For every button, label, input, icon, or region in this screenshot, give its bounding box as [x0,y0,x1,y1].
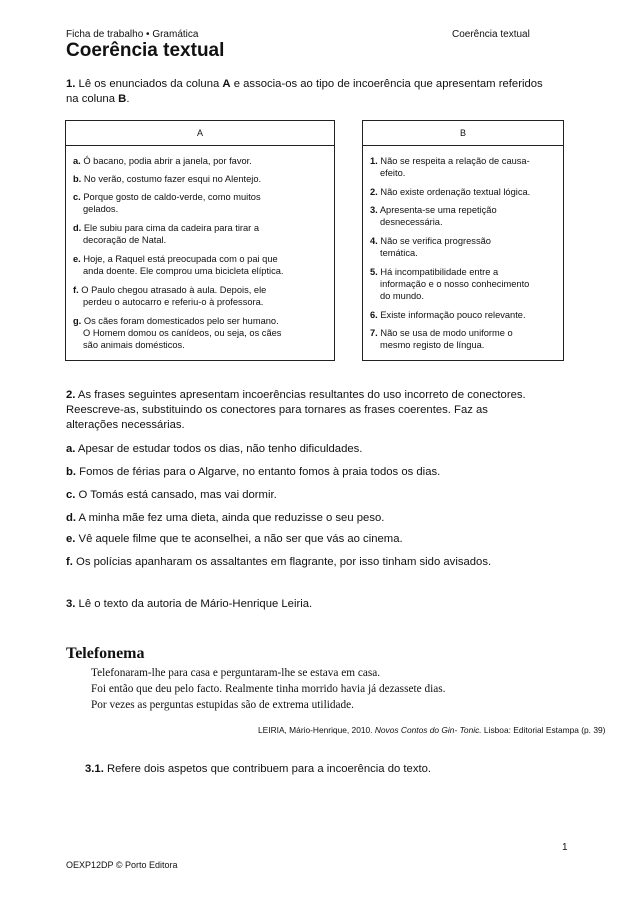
item-number: 5. [370,267,378,277]
sentence-letter: e. [66,533,76,545]
q3-text: Lê o texto da autoria de Mário-Henrique Leiria. [75,598,313,610]
item-text-cont: do mundo. [380,291,424,301]
item-text-cont: mesmo registo de língua. [380,340,485,350]
q3-number: 3. [66,598,76,610]
item-text: Ele subiu para cima da cadeira para tirar a [81,223,260,233]
item-text-cont: são animais domésticos. [83,340,185,350]
col-b-item [370,204,497,228]
q31-number: 3.1. [85,763,104,775]
item-letter: f. [73,285,79,295]
q1-text-c: na coluna [66,93,119,105]
q1-text-d: . [126,93,130,105]
sentence-text: Fomos de férias para o Algarve, no entanto fomos à praia todos os dias. [76,466,441,478]
sentence-text: Vê aquele filme que te aconselhei, a não ser que vás ao cinema. [75,533,403,545]
q2-text-line: alterações necessárias. [66,419,185,431]
q1-text-b: e associa-os ao tipo de incoerência que apresentam referidos [230,78,543,90]
q2-text-line: Reescreve-as, substituindo os conectores para tornares as frases coerentes. Faz as [66,404,488,416]
item-letter: e. [73,254,81,264]
sentence-letter: d. [66,512,77,524]
item-text-cont: O Homem domou os canídeos, ou seja, os cães [83,328,282,338]
q2-sentence [66,555,491,570]
item-text: Existe informação pouco relevante. [377,310,526,320]
item-letter: c. [73,192,81,202]
page-number: 1 [562,842,568,853]
sentence-letter: a. [66,443,76,455]
item-letter: b. [73,174,82,184]
item-number: 1. [370,156,378,166]
q31-instruction [85,762,431,777]
q2-sentence [66,488,277,503]
citation-author: LEIRIA, Mário-Henrique, 2010. [258,725,375,735]
sentence-text: A minha mãe fez uma dieta, ainda que reduzisse o seu peso. [76,512,385,524]
item-number: 7. [370,328,378,338]
col-b-item [370,327,513,351]
story-line: Foi então que deu pelo facto. Realmente tinha morrido havia já dezassete dias. [91,683,446,695]
story-line: Telefonaram-lhe para casa e perguntaram-lhe se estava em casa. [91,667,381,679]
q1-instruction [66,77,543,107]
col-b-item [370,155,530,179]
header-right: Coerência textual [452,29,530,40]
col-b-item [370,309,526,321]
item-number: 2. [370,187,378,197]
page-title: Coerência textual [66,40,225,61]
column-a-box [65,120,335,361]
q1-number: 1. [66,78,76,90]
item-text-cont: temática. [380,248,418,258]
q2-number: 2. [66,389,76,401]
item-text: Há incompatibilidade entre a [377,267,499,277]
citation-book-title: Novos Contos do Gin- Tonic. [374,725,482,735]
column-b-box [362,120,564,361]
item-letter: g. [73,316,82,326]
col-b-item [370,266,529,302]
item-number: 3. [370,205,378,215]
q2-sentence [66,532,403,547]
item-letter: a. [73,156,81,166]
q2-instruction [66,388,526,433]
item-text: Hoje, a Raquel está preocupada com o pai que [80,254,278,264]
sentence-text: Os polícias apanharam os assaltantes em flagrante, por isso tinham sido avisados. [72,556,492,568]
sentence-letter: f. [66,556,73,568]
col-a-item [73,191,261,215]
footer-code: OEXP12DP © Porto Editora [66,860,178,870]
item-text-cont: anda doente. Ele comprou uma bicicleta elíptica. [83,266,284,276]
column-a-header: A [66,121,334,146]
col-a-item [73,253,284,277]
col-a-item [73,284,266,308]
header-left: Ficha de trabalho • Gramática [66,29,199,40]
citation-publisher: Lisboa: Editorial Estampa (p. 39) [481,725,606,735]
col-a-item [73,315,281,351]
col-b-item [370,186,530,198]
item-text-cont: efeito. [380,168,406,178]
item-text: Não se respeita a relação de causa- [377,156,530,166]
item-text: Não se usa de modo uniforme o [377,328,513,338]
story-title: Telefonema [66,645,145,662]
sentence-letter: c. [66,489,76,501]
item-text-cont: gelados. [83,204,119,214]
q2-text-line: As frases seguintes apresentam incoerências resultantes do uso incorreto de conectores. [75,389,526,401]
item-text-cont: desnecessária. [380,217,443,227]
item-text-cont: decoração de Natal. [83,235,167,245]
item-text: No verão, costumo fazer esqui no Alentejo. [81,174,262,184]
col-b-item [370,235,491,259]
col-a-item [73,155,252,167]
story-citation [258,725,605,735]
col-a-item [73,173,261,185]
item-number: 6. [370,310,378,320]
item-text: Apresenta-se uma repetição [377,205,497,215]
item-text: Não se verifica progressão [377,236,491,246]
q2-sentence [66,511,384,526]
sentence-text: O Tomás está cansado, mas vai dormir. [75,489,277,501]
item-text-cont: perdeu o autocarro e referiu-o à professora. [83,297,264,307]
story-body [91,665,445,713]
sentence-text: Apesar de estudar todos os dias, não tenho dificuldades. [75,443,363,455]
sentence-letter: b. [66,466,77,478]
item-text: Ó bacano, podia abrir a janela, por favor. [80,156,252,166]
q3-instruction [66,597,312,612]
column-b-header: B [363,121,563,146]
item-text: Não existe ordenação textual lógica. [377,187,531,197]
q2-sentence [66,465,440,480]
q2-sentence [66,442,362,457]
q1-col-b-ref: B [118,93,127,105]
item-number: 4. [370,236,378,246]
story-line: Por vezes as perguntas estupidas são de extrema utilidade. [91,699,354,711]
item-text-cont: informação e o nosso conhecimento [380,279,530,289]
item-letter: d. [73,223,82,233]
q31-text: Refere dois aspetos que contribuem para a incoerência do texto. [103,763,432,775]
item-text: O Paulo chegou atrasado à aula. Depois, ele [78,285,267,295]
item-text: Porque gosto de caldo-verde, como muitos [80,192,261,202]
q1-col-a-ref: A [222,78,231,90]
item-text: Os cães foram domesticados pelo ser humano. [81,316,279,326]
col-a-item [73,222,259,246]
q1-text-a: Lê os enunciados da coluna [75,78,223,90]
